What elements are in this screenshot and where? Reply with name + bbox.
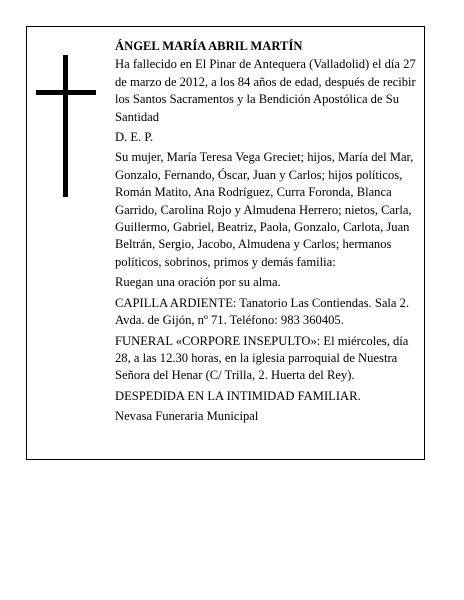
death-announcement: Ha fallecido en El Pinar de Antequera (Valladolid) el día 27 de marzo de 2012, a los 84 años de edad, después de recibir los Santos Sacramentos y la Bendición Apostólica de Su Santidad xyxy=(115,57,416,124)
latin-cross-icon xyxy=(36,55,96,197)
farewell-note: DESPEDIDA EN LA INTIMIDAD FAMILIAR. xyxy=(115,388,361,403)
obituary-text xyxy=(115,38,417,429)
cross-horizontal-bar xyxy=(36,90,96,95)
family-list: Su mujer, María Teresa Vega Greciet; hijos, María del Mar, Gonzalo, Fernando, Óscar, Juan y Carlos; hijos políticos, Román Matito, Ana Rodríguez, Curra Foronda, Blanca Garrido, Carolina Rojo y Almudena Herrero; nietos, Carla, Guillermo, Gabriel, Beatriz, Paola, Gonzalo, Carlota, Juan Beltrán, Sergio, Jacobo, Almudena y Carlos; hermanos políticos, sobrinos, primos y demás familia: xyxy=(115,150,414,269)
chapel-info: CAPILLA ARDIENTE: Tanatorio Las Contiendas. Sala 2. Avda. de Gijón, nº 71. Teléfono: 983 360405. xyxy=(115,295,410,328)
funeral-info: FUNERAL «CORPORE INSEPULTO»: El miércoles, día 28, a las 12.30 horas, en la iglesia parroquial de Nuestra Señora del Henar (C/ Trilla, 2. Huerta del Rey). xyxy=(115,333,409,383)
rest-in-peace: D. E. P. xyxy=(115,130,154,145)
prayer-request: Ruegan una oración por su alma. xyxy=(115,275,281,290)
deceased-name: ÁNGEL MARÍA ABRIL MARTÍN xyxy=(115,39,303,53)
cross-vertical-bar xyxy=(63,55,68,197)
funeral-home: Nevasa Funeraria Municipal xyxy=(115,409,259,424)
